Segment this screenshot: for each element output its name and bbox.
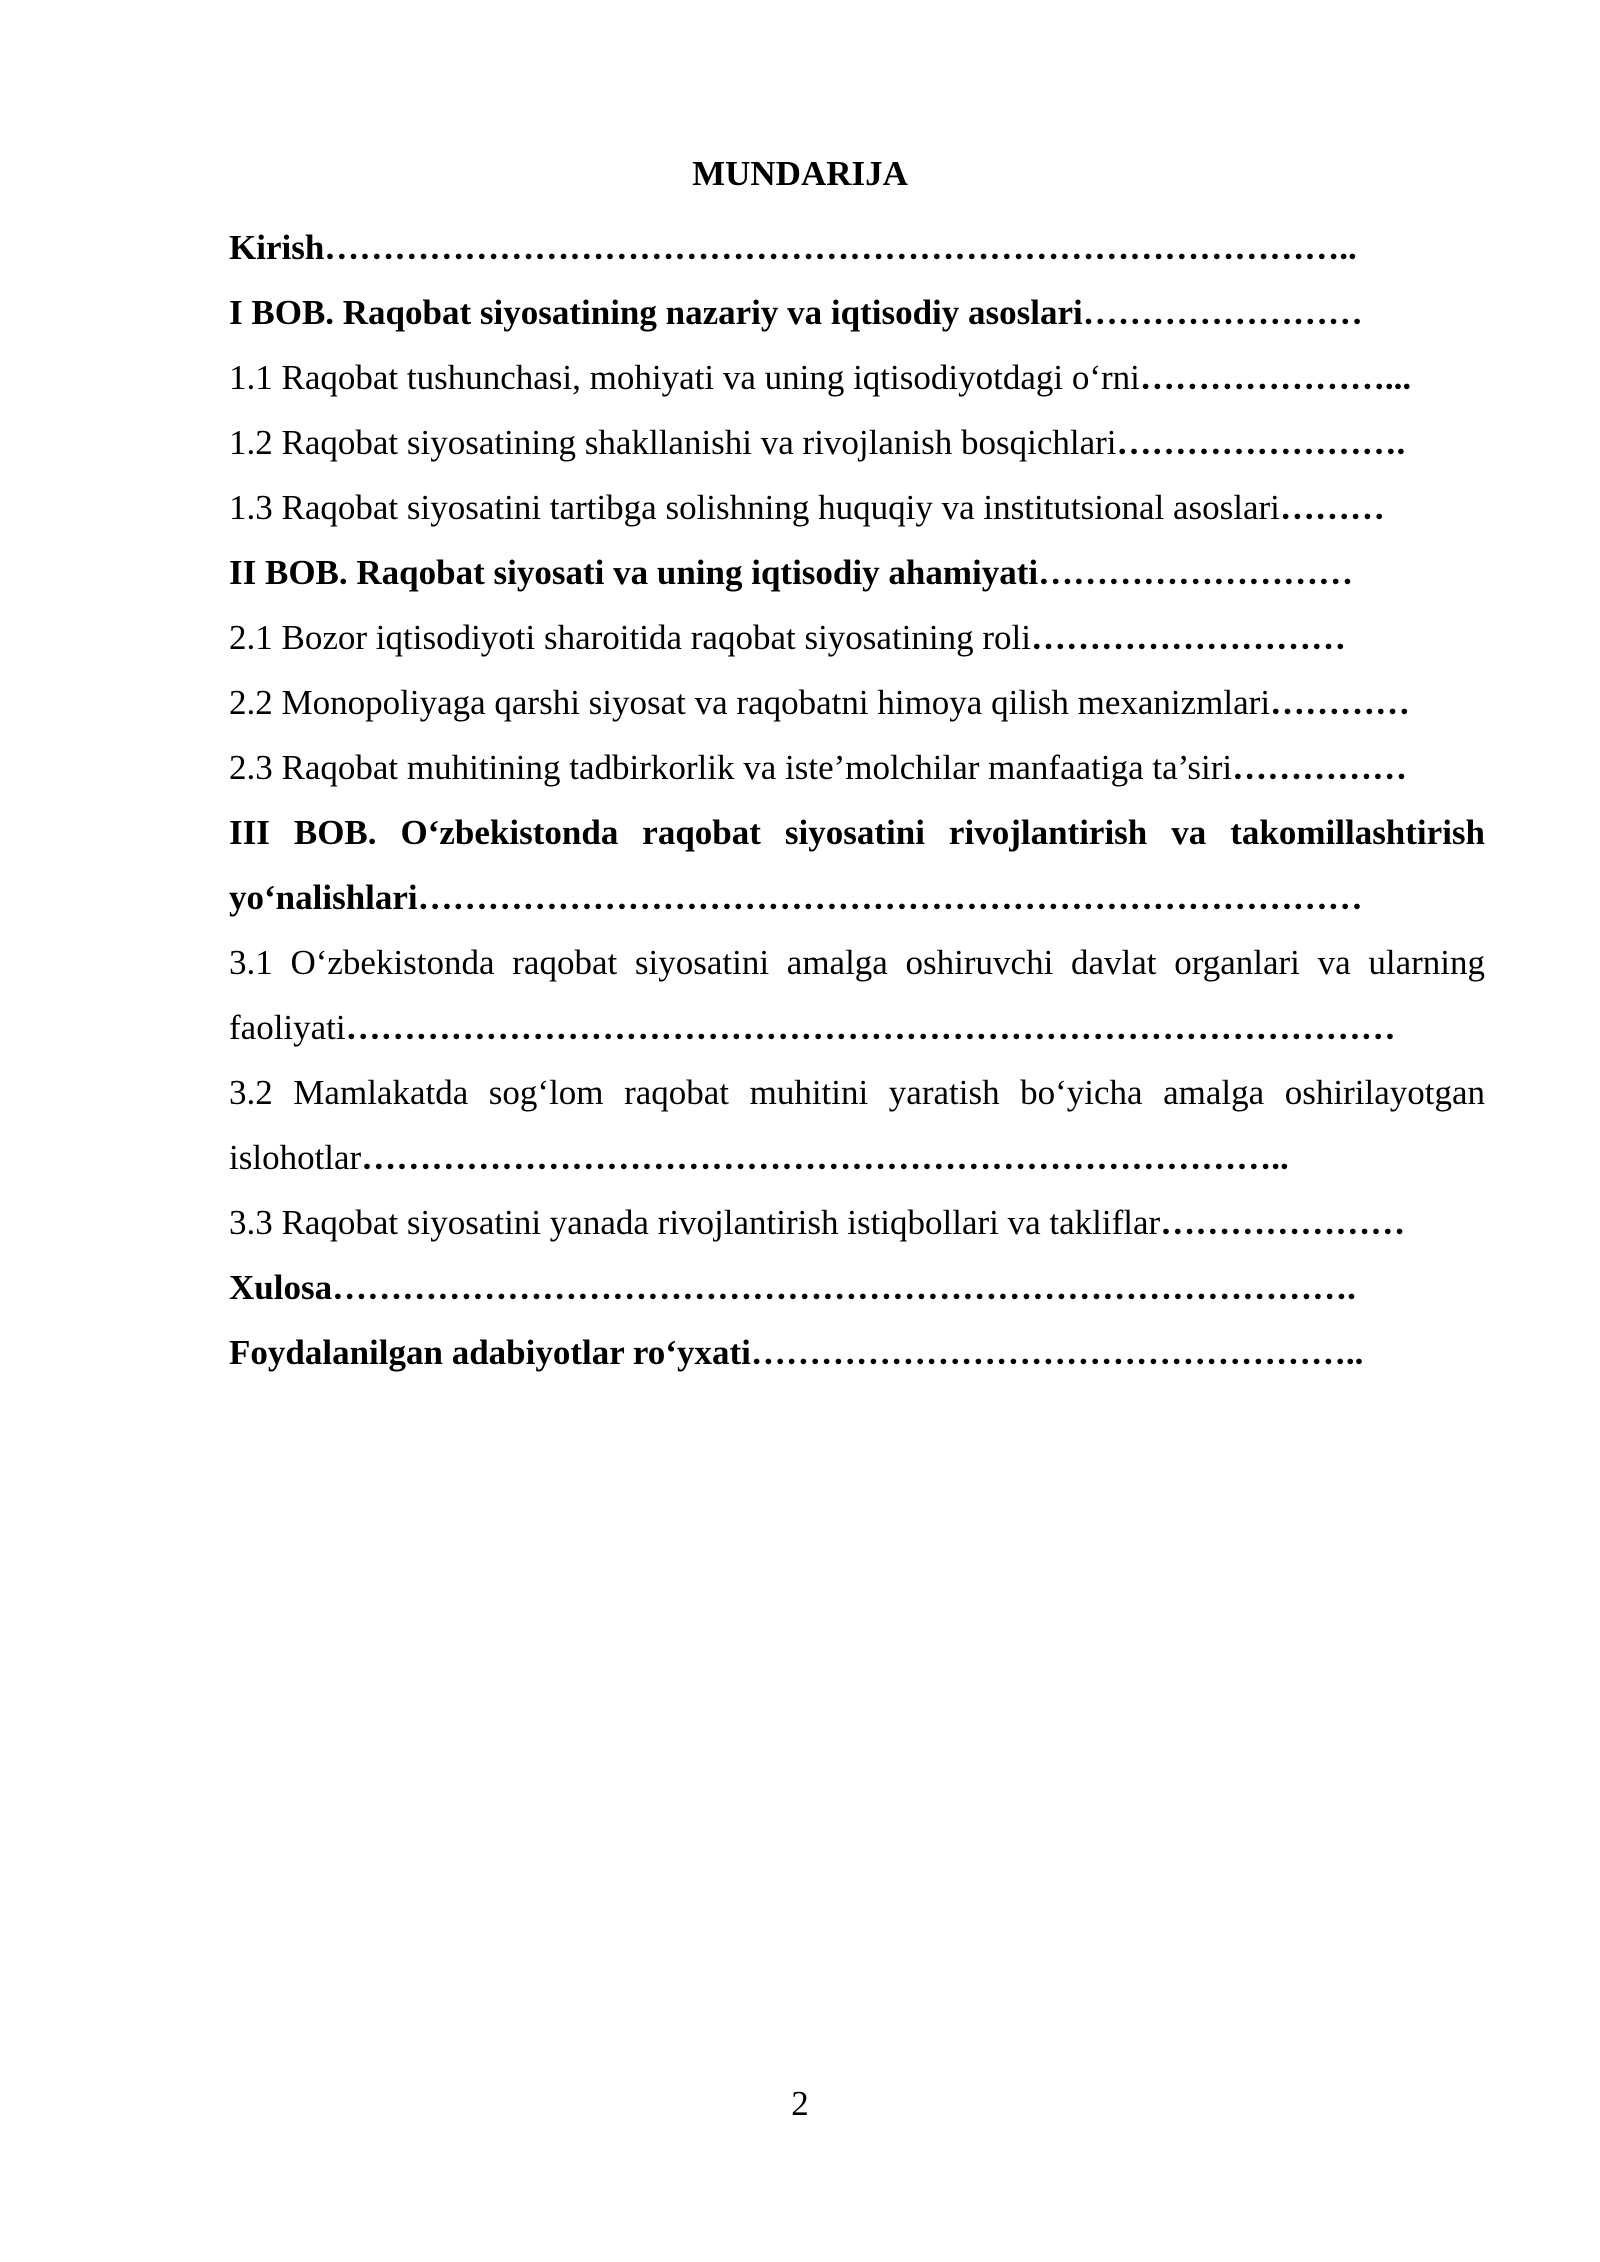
- toc-leader-dots: ……………………: [1082, 293, 1363, 332]
- toc-entry-section-1-3: [229, 475, 1485, 540]
- toc-entry-text: 3.1 O‘zbekistonda raqobat siyosatini amalga oshiruvchi davlat organlari va ularning faoliyati: [229, 943, 1485, 1047]
- toc-entry-text: Foydalanilgan adabiyotlar ro‘yxati: [229, 1333, 751, 1372]
- toc-entry-text: II BOB. Raqobat siyosati va uning iqtisodiy ahamiyati: [229, 553, 1039, 592]
- toc-leader-dots: …………………...: [1139, 358, 1412, 397]
- table-of-contents: [229, 215, 1485, 1385]
- toc-leader-dots: ………………………………………………………………………………: [345, 1008, 1396, 1047]
- toc-entry-references: [229, 1320, 1485, 1385]
- toc-leader-dots: …………: [1270, 683, 1411, 722]
- toc-entry-section-3-1: [229, 930, 1485, 1060]
- toc-entry-text: 2.3 Raqobat muhitining tadbirkorlik va iste’molchilar manfaatiga ta’siri: [229, 748, 1233, 787]
- toc-entry-section-1-1: [229, 345, 1485, 410]
- page-number: 2: [791, 2084, 809, 2123]
- toc-leader-dots: …………………………………………………………………………….: [332, 1268, 1356, 1307]
- toc-entry-chapter-1: [229, 280, 1485, 345]
- toc-leader-dots: ……………………………………………………………………………..: [324, 228, 1357, 267]
- toc-entry-section-3-2: [229, 1060, 1485, 1190]
- toc-leader-dots: …………………….: [1116, 423, 1406, 462]
- toc-leader-dots: ……………………………………………………………………..: [361, 1138, 1289, 1177]
- toc-leader-dots: ………………………: [1031, 618, 1346, 657]
- page-title: MUNDARIJA: [692, 154, 908, 193]
- toc-entry-conclusion: [229, 1255, 1485, 1320]
- toc-leader-dots: ………………………: [1038, 553, 1354, 592]
- toc-leader-dots: …………………: [1160, 1203, 1406, 1242]
- toc-leader-dots: ……………: [1232, 748, 1408, 787]
- toc-entry-text: Kirish: [229, 228, 325, 267]
- toc-leader-dots: ……………………………………………..: [750, 1333, 1364, 1372]
- toc-entry-chapter-2: [229, 540, 1485, 605]
- toc-entry-text: 2.2 Monopoliyaga qarshi siyosat va raqobatni himoya qilish mexanizmlari: [229, 683, 1271, 722]
- toc-entry-text: 1.3 Raqobat siyosatini tartibga solishning huquqiy va institutsional asoslari: [229, 488, 1280, 527]
- toc-entry-chapter-3: [229, 800, 1485, 930]
- toc-entry-section-2-1: [229, 605, 1485, 670]
- toc-entry-text: I BOB. Raqobat siyosatining nazariy va iqtisodiy asoslari: [229, 293, 1083, 332]
- toc-entry-text: 3.2 Mamlakatda sog‘lom raqobat muhitini yaratish bo‘yicha amalga oshirilayotgan islohotlar: [229, 1073, 1485, 1177]
- toc-leader-dots: ………………………………………………………………………: [417, 878, 1363, 917]
- toc-entry-text: 3.3 Raqobat siyosatini yanada rivojlantirish istiqbollari va takliflar: [229, 1203, 1161, 1242]
- toc-entry-section-2-2: [229, 670, 1485, 735]
- toc-entry-text: 2.1 Bozor iqtisodiyoti sharoitida raqobat siyosatining roli: [229, 618, 1031, 657]
- toc-entry-text: III BOB. O‘zbekistonda raqobat siyosatini rivojlantirish va takomillashtirish yo‘nalishlari: [229, 813, 1485, 917]
- toc-entry-section-1-2: [229, 410, 1485, 475]
- toc-entry-introduction: [229, 215, 1485, 280]
- toc-entry-section-3-3: [229, 1190, 1485, 1255]
- toc-leader-dots: ………: [1279, 488, 1385, 527]
- toc-entry-text: 1.2 Raqobat siyosatining shakllanishi va rivojlanish bosqichlari: [229, 423, 1117, 462]
- toc-entry-text: 1.1 Raqobat tushunchasi, mohiyati va uning iqtisodiyotdagi o‘rni: [229, 358, 1140, 397]
- toc-entry-section-2-3: [229, 735, 1485, 800]
- toc-entry-text: Xulosa: [229, 1268, 333, 1307]
